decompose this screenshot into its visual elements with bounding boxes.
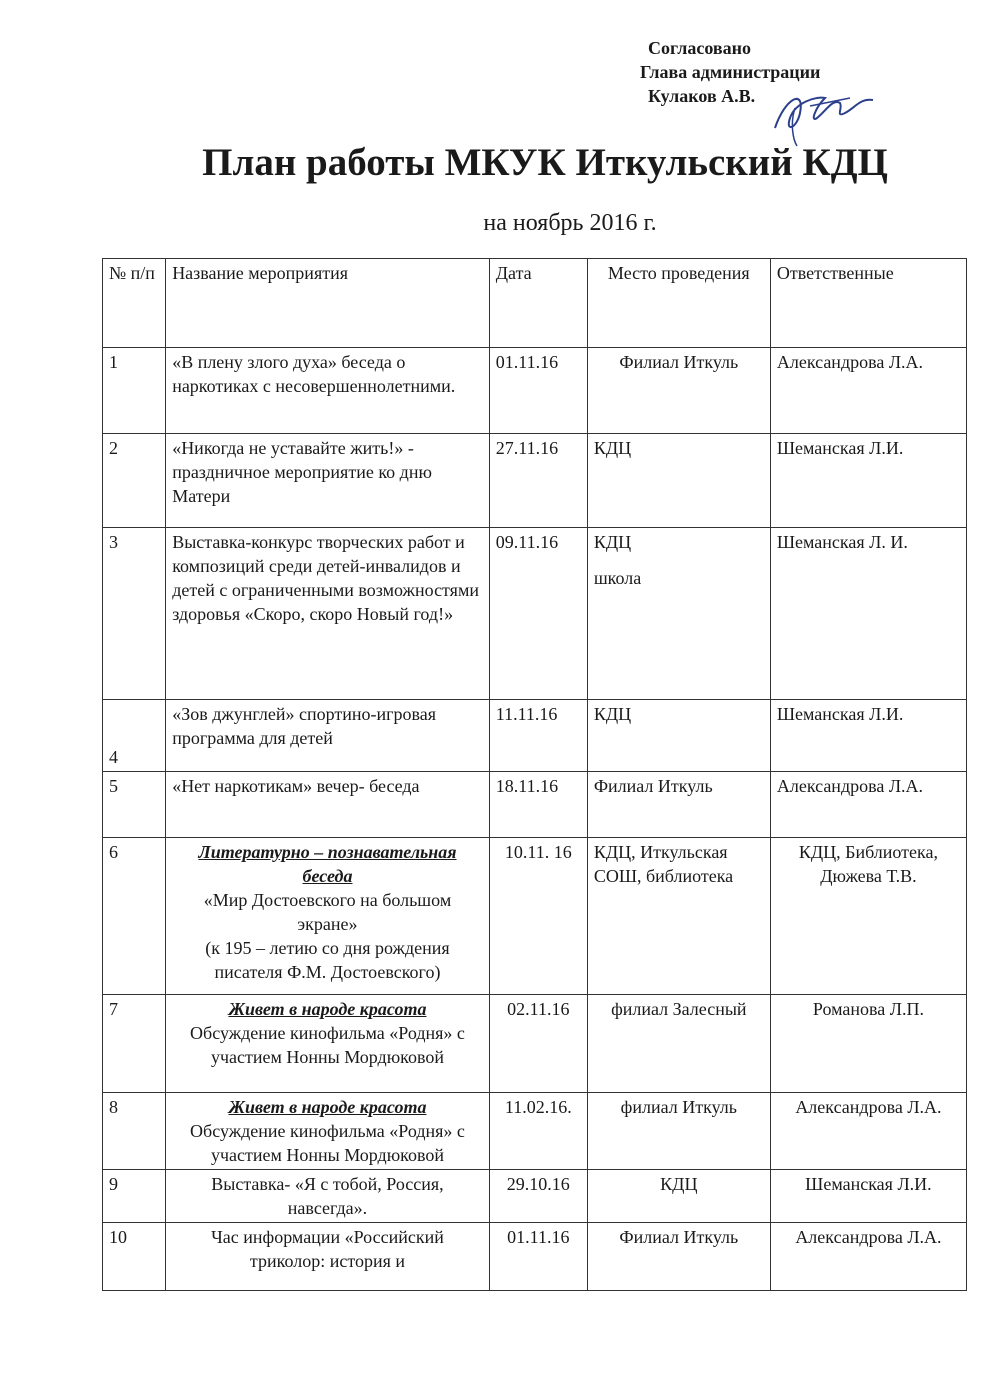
cell-date: 11.02.16. xyxy=(489,1093,587,1170)
cell-date: 27.11.16 xyxy=(489,434,587,528)
table-row xyxy=(103,772,967,838)
cell-responsible: Александрова Л.А. xyxy=(770,1093,966,1170)
cell-number: 1 xyxy=(103,348,166,434)
header-place: Место проведения xyxy=(587,259,770,348)
cell-number: 7 xyxy=(103,995,166,1093)
cell-number: 3 xyxy=(103,528,166,700)
cell-name xyxy=(166,838,490,995)
cell-date: 18.11.16 xyxy=(489,772,587,838)
cell-place: КДЦ, Иткульская СОШ, библиотека xyxy=(587,838,770,995)
table-row xyxy=(103,528,967,700)
cell-name: Выставка-конкурс творческих работ и композиций среди детей-инвалидов и детей с ограниченными возможностями здоровья «Скоро, скоро Новый год!» xyxy=(166,528,490,700)
cell-number: 9 xyxy=(103,1170,166,1223)
table-row xyxy=(103,1223,967,1291)
header-name: Название мероприятия xyxy=(166,259,490,348)
cell-place: Филиал Иткуль xyxy=(587,772,770,838)
cell-name xyxy=(166,995,490,1093)
approval-line-2: Глава администрации xyxy=(640,62,821,82)
cell-place: филиал Залесный xyxy=(587,995,770,1093)
cell-name xyxy=(166,1093,490,1170)
cell-responsible: Александрова Л.А. xyxy=(770,348,966,434)
table-header-row xyxy=(103,259,967,348)
cell-name-heading: Литературно – познавательная беседа xyxy=(198,842,457,886)
cell-place: Филиал Иткуль xyxy=(587,348,770,434)
cell-name-extra: (к 195 – летию со дня рождения писателя Ф.М. Достоевского) xyxy=(205,938,450,982)
cell-name: «Зов джунглей» спортино-игровая программа для детей xyxy=(166,700,490,772)
cell-name: Выставка- «Я с тобой, Россия, навсегда». xyxy=(166,1170,490,1223)
cell-number: 5 xyxy=(103,772,166,838)
approval-line-1: Согласовано xyxy=(648,38,751,58)
cell-date: 10.11. 16 xyxy=(489,838,587,995)
cell-name: Час информации «Российский триколор: история и xyxy=(166,1223,490,1291)
cell-place-line-1: КДЦ xyxy=(593,532,632,552)
cell-name-heading: Живет в народе красота xyxy=(228,999,427,1019)
cell-place: КДЦ xyxy=(587,1170,770,1223)
cell-responsible: КДЦ, Библиотека, Дюжева Т.В. xyxy=(770,838,966,995)
cell-number: 10 xyxy=(103,1223,166,1291)
signature-icon xyxy=(755,68,885,148)
cell-number: 6 xyxy=(103,838,166,995)
cell-date: 01.11.16 xyxy=(489,1223,587,1291)
page-title: План работы МКУК Иткульский КДЦ xyxy=(202,141,888,184)
cell-name: «В плену злого духа» беседа о наркотиках с несовершеннолетними. xyxy=(166,348,490,434)
cell-responsible: Шеманская Л.И. xyxy=(770,700,966,772)
table-row xyxy=(103,434,967,528)
cell-date: 11.11.16 xyxy=(489,700,587,772)
cell-responsible: Шеманская Л.И. xyxy=(770,434,966,528)
header-responsible: Ответственные xyxy=(770,259,966,348)
table-row xyxy=(103,348,967,434)
cell-responsible: Александрова Л.А. xyxy=(770,772,966,838)
table-row xyxy=(103,1170,967,1223)
cell-responsible: Александрова Л.А. xyxy=(770,1223,966,1291)
cell-date: 29.10.16 xyxy=(489,1170,587,1223)
table-row xyxy=(103,700,967,772)
cell-responsible: Шеманская Л. И. xyxy=(770,528,966,700)
table-row xyxy=(103,995,967,1093)
cell-place: КДЦ xyxy=(587,434,770,528)
cell-date: 01.11.16 xyxy=(489,348,587,434)
cell-place-line-2: школа xyxy=(593,568,642,588)
table-row xyxy=(103,1093,967,1170)
cell-date: 02.11.16 xyxy=(489,995,587,1093)
table-row xyxy=(103,838,967,995)
cell-name-text: Обсуждение кинофильма «Родня» с участием Нонны Мордюковой xyxy=(190,1121,465,1165)
header-number: № п/п xyxy=(103,259,166,348)
cell-name: «Никогда не уставайте жить!» - праздничное мероприятие ко дню Матери xyxy=(166,434,490,528)
cell-number: 8 xyxy=(103,1093,166,1170)
approval-line-3: Кулаков А.В. xyxy=(648,86,756,106)
cell-place: КДЦ xyxy=(587,700,770,772)
cell-number: 4 xyxy=(103,700,166,772)
cell-date: 09.11.16 xyxy=(489,528,587,700)
page-subtitle: на ноябрь 2016 г. xyxy=(483,210,657,236)
cell-name-text: «Мир Достоевского на большом экране» xyxy=(203,890,452,934)
cell-place: Филиал Иткуль xyxy=(587,1223,770,1291)
cell-name-text: Обсуждение кинофильма «Родня» с участием Нонны Мордюковой xyxy=(190,1023,465,1067)
cell-responsible: Романова Л.П. xyxy=(770,995,966,1093)
cell-name: «Нет наркотикам» вечер- беседа xyxy=(166,772,490,838)
cell-responsible: Шеманская Л.И. xyxy=(770,1170,966,1223)
cell-number: 2 xyxy=(103,434,166,528)
cell-place: филиал Иткуль xyxy=(587,1093,770,1170)
header-date: Дата xyxy=(489,259,587,348)
cell-name-heading: Живет в народе красота xyxy=(228,1097,427,1117)
plan-table xyxy=(102,258,967,1291)
cell-place xyxy=(587,528,770,700)
